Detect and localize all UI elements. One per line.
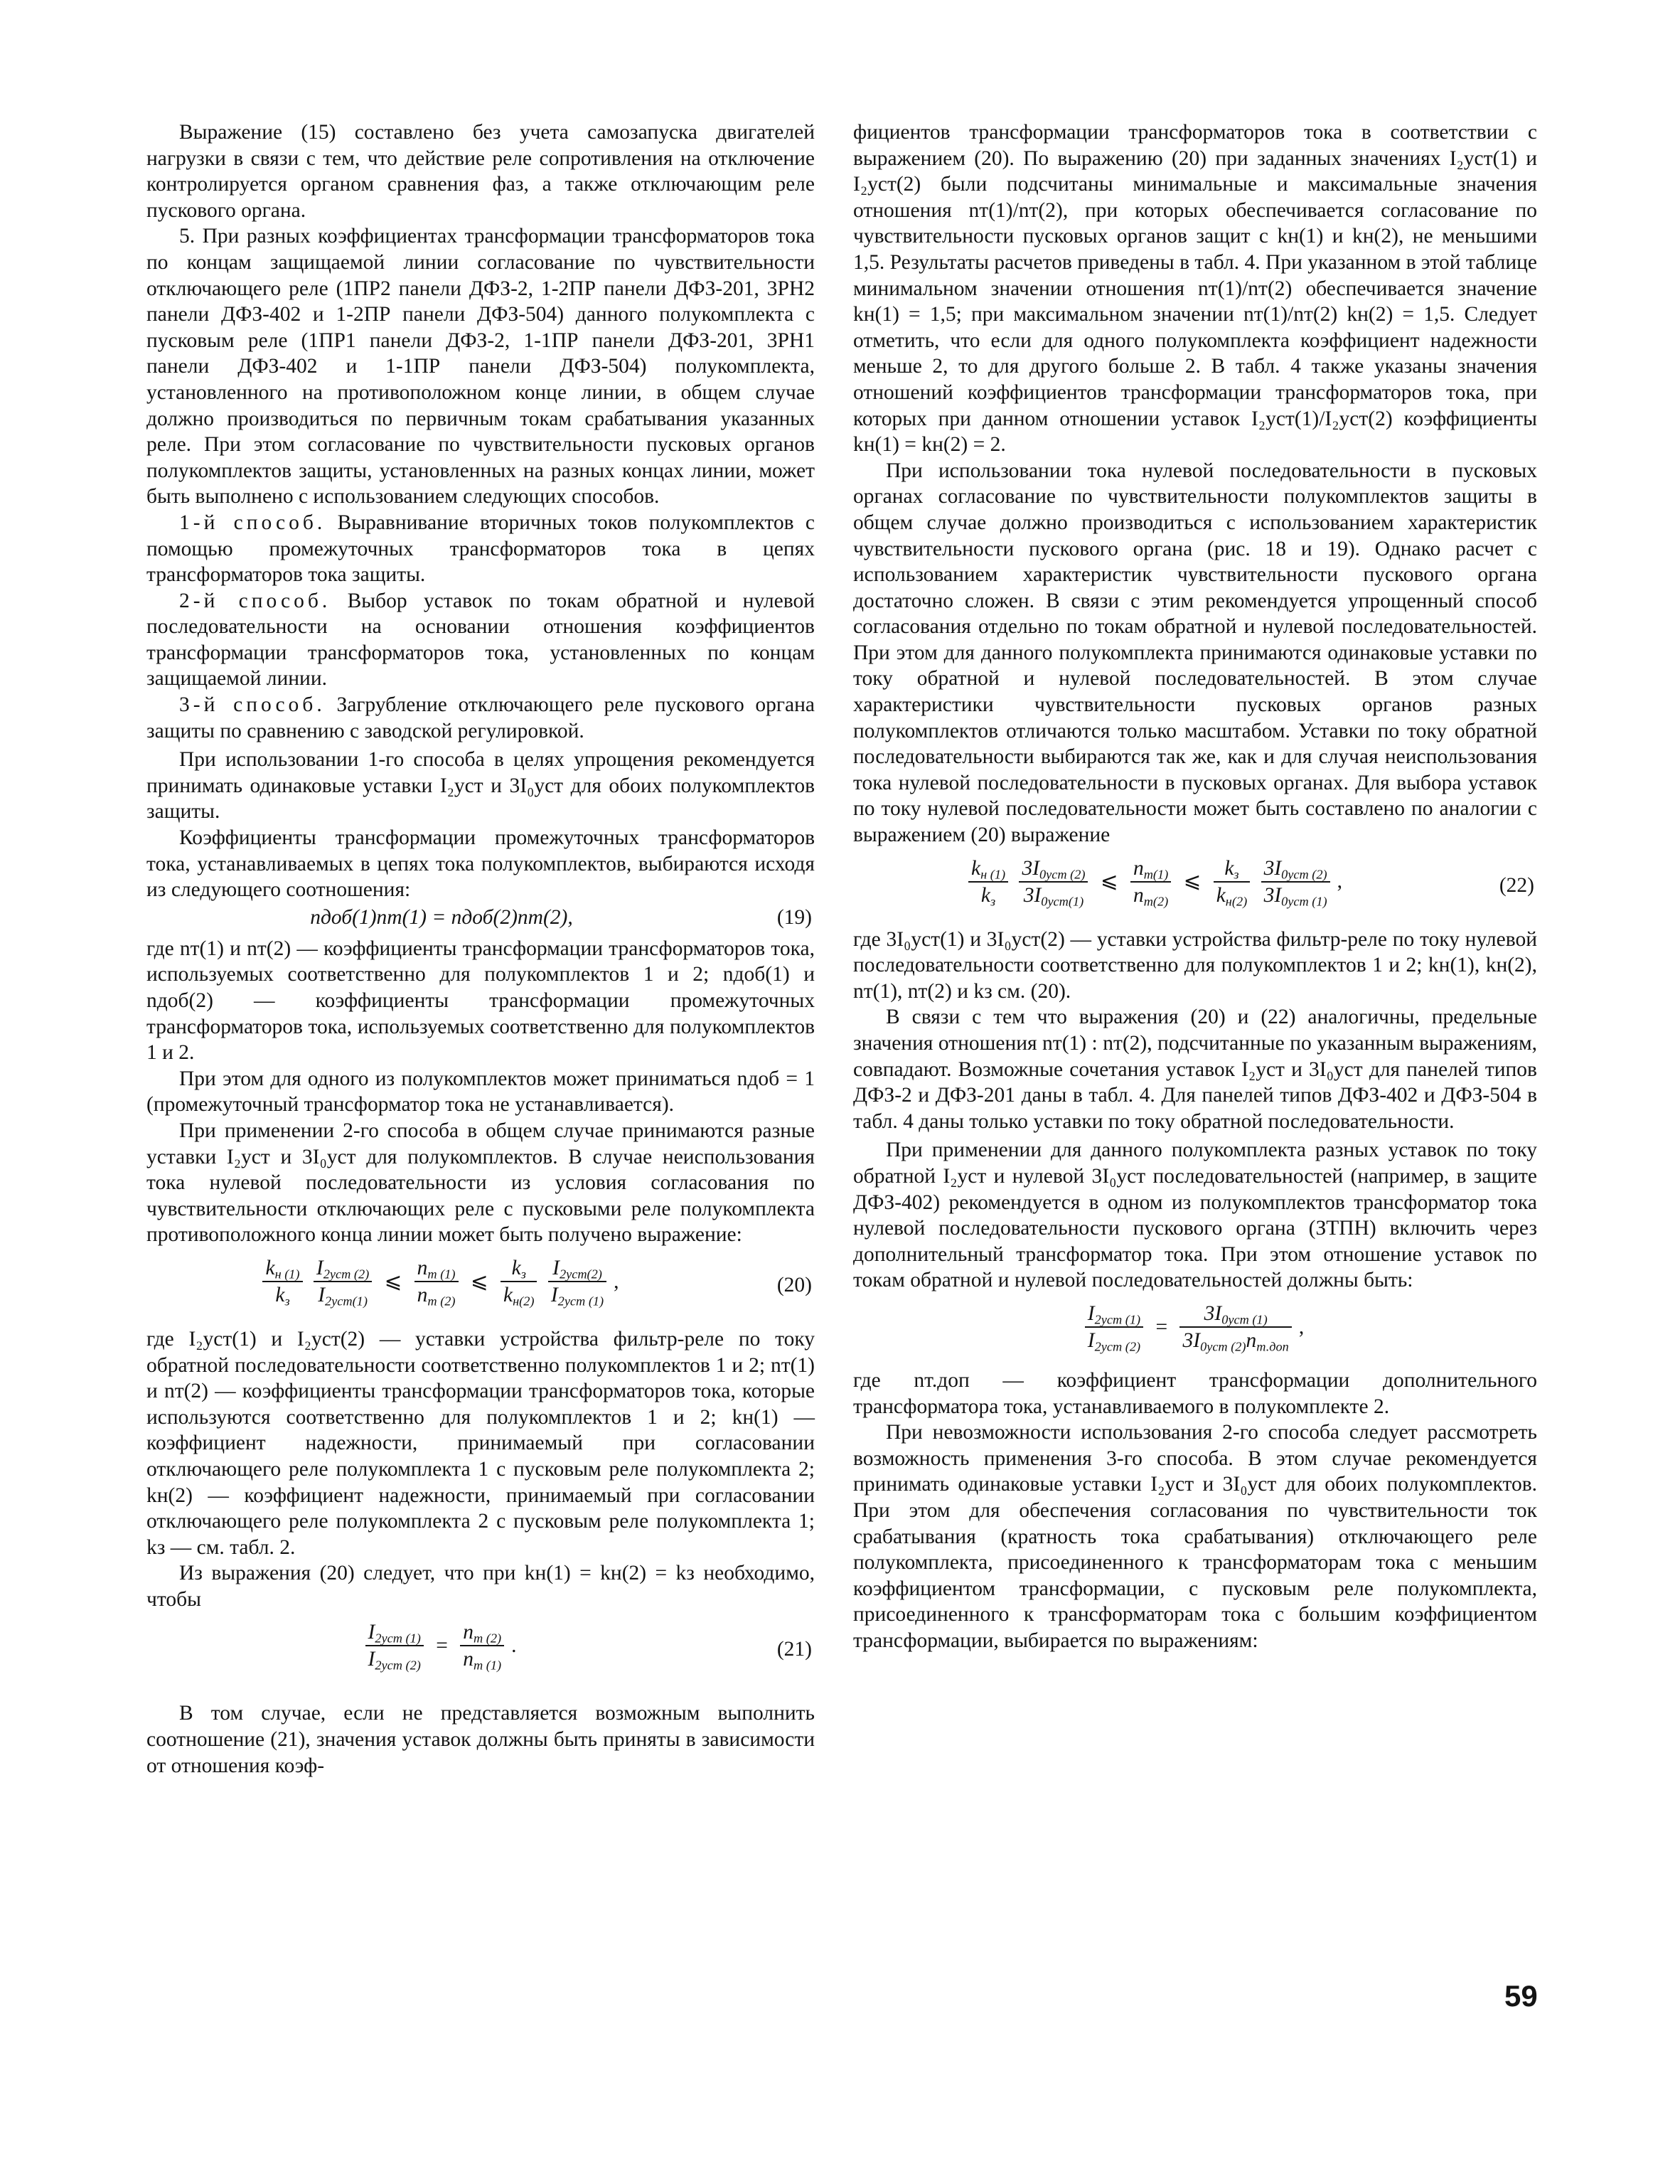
method-text: Выбор уставок по токам обратной и нулевой последовательности на основании отношения коэффициентов трансформации трансформаторов тока, установленных по концам защищаемой линии. bbox=[146, 589, 815, 691]
equation-body: $\frac{k_{н (1)}}{k_з}$ $\frac{I_{2уст (2)}}{I_{2уст(1)}}$ ⩽ $\frac{n_{т (1)}}{n_{т (2)}}$ ⩽ $\frac{k_з}{k_{н(2)}}$ $\frac{I_{2уст(2)}}{I_{2уст (1)}}$ , bbox=[146, 1255, 737, 1308]
equation-20 bbox=[146, 1255, 815, 1321]
paragraph: При применении для данного полукомплекта разных уставок по току обратной I₂уст и нулевой 3I₀уст последовательностей (например, в защите ДФЗ-402) рекомендуется в одном из полукомплектов трансформатор тока нулевой последовательности пускового органа (ЗТПН) включить через дополнительный трансформатор тока. При этом отношение уставок по токам обратной и нулевой последовательностей должны быть: bbox=[853, 1139, 1537, 1292]
equation-number: (22) bbox=[1499, 873, 1534, 897]
method-3 bbox=[146, 692, 815, 744]
page-number: 59 bbox=[1504, 1979, 1538, 2013]
equation-22 bbox=[853, 856, 1537, 921]
equation-body: $\frac{I_{2уст (1)}}{I_{2уст (2)}}$ = $\frac{3I_{0уст (1)}}{3I_{0уст (2)}n_{т.доп}}$ , bbox=[853, 1301, 1537, 1353]
equation-19 bbox=[146, 905, 815, 933]
method-2 bbox=[146, 588, 815, 692]
paragraph: 5. При разных коэффициентах трансформации трансформаторов тока по концам защищаемой линии согласование по чувствительности отключающего реле (1ПР2 панели ДФЗ-2, 1-2ПР панели ДФЗ-201, 3РН2 панели ДФЗ-402 и 1-2ПР панели ДФЗ-504) данного полукомплекта с пусковым реле (1ПР1 панели ДФЗ-2, 1-1ПР панели ДФЗ-201, 3РН1 панели ДФЗ-402 и 1-1ПР панели ДФЗ-504) полукомплекта, установленного на противоположном конце линии, в общем случае должно производиться по первичным токам срабатывания указанных реле. При этом согласование по чувствительности пусковых органов полукомплектов защиты, установленных на разных концах линии, может быть выполнено с использованием следующих способов. bbox=[146, 225, 815, 508]
equation-body: nдоб(1)nт(1) = nдоб(2)nт(2), bbox=[310, 905, 573, 929]
paragraph: При применении 2-го способа в общем случае принимаются разные уставки I₂уст и 3I₀уст для полукомплектов. В случае неиспользования тока нулевой последовательности из условия согласования по чувствительности отключающих реле с пусковыми реле полукомплекта противоположного конца линии может быть получено выражение: bbox=[146, 1119, 815, 1247]
method-label: 3-й способ. bbox=[179, 693, 326, 717]
equation-number: (20) bbox=[776, 1273, 812, 1296]
method-label: 2-й способ. bbox=[179, 589, 331, 612]
paragraph: Коэффициенты трансформации промежуточных трансформаторов тока, устанавливаемых в цепях тока полукомплектов, выбираются исходя из следующего соотношения: bbox=[146, 826, 815, 902]
equation-body: $\frac{I_{2уст (1)}}{I_{2уст (2)}}$ = $\frac{n_{т (2)}}{n_{т (1)}}$ . bbox=[146, 1619, 737, 1672]
equation-number: (21) bbox=[776, 1638, 812, 1661]
method-text: Загрубление отключающего реле пускового органа защиты по сравнению с заводской регулировкой. bbox=[146, 693, 815, 742]
paragraph: В том случае, если не представляется возможным выполнить соотношение (21), значения уставок должны быть приняты в зависимости от отношения коэф- bbox=[146, 1702, 815, 1777]
method-text: Выравнивание вторичных токов полукомплектов с помощью промежуточных трансформаторов тока в цепях трансформаторов тока защиты. bbox=[146, 511, 815, 587]
method-label: 1-й способ. bbox=[179, 511, 326, 534]
paragraph: где I₂уст(1) и I₂уст(2) — уставки устройства фильтр-реле по току обратной последовательности соответственно полукомплектов 1 и 2; nт(1) и nт(2) — коэффициенты трансформации трансформаторов тока, которые используются соответственно для полукомплектов 1 и 2; kн(1) — коэффициент надежности, принимаемый при согласовании отключающего реле полукомплекта 1 с пусковым реле полукомплекта 2; kн(2) — коэффициент надежности, принимаемый при согласовании отключающего реле полукомплекта 2 с пусковым реле полукомплекта 1; kз — см. табл. 2. bbox=[146, 1327, 815, 1559]
paragraph: В связи с тем что выражения (20) и (22) аналогичны, предельные значения отношения nт(1) : nт(2), подсчитанные по указанным выражениям, совпадают. Возможные сочетания уставок I₂уст и 3I₀уст для панелей типов ДФЗ-2 и ДФЗ-201 даны в табл. 4. Для панелей типов ДФЗ-402 и ДФЗ-504 в табл. 4 даны только уставки по току обратной последовательности. bbox=[853, 1006, 1537, 1133]
equation-body: $\frac{k_{н (1)}}{k_з}$ $\frac{3I_{0уст (2)}}{3I_{0уст(1)}}$ ⩽ $\frac{n_{т(1)}}{n_{т(2)}}$ ⩽ $\frac{k_з}{k_{н(2)}}$ $\frac{3I_{0уст (2)}}{3I_{0уст (1)}}$ , bbox=[853, 856, 1459, 908]
paragraph: где nт.доп — коэффициент трансформации дополнительного трансформатора тока, устанавливаемого в полукомплекте 2. bbox=[853, 1368, 1537, 1418]
paragraph: где 3I₀уст(1) и 3I₀уст(2) — уставки устройства фильтр-реле по току нулевой последовательности соответственно для полукомплектов 1 и 2; kн(1), kн(2), nт(1), nт(2) и kз см. (20). bbox=[853, 927, 1537, 1003]
paragraph: где nт(1) и nт(2) — коэффициенты трансформации трансформаторов тока, используемых соответственно для полукомплектов 1 и 2; nдоб(1) и nдоб(2) — коэффициенты трансформации промежуточных трансформаторов тока, используемых соответственно для полукомплектов 1 и 2. bbox=[146, 937, 815, 1065]
paragraph: При использовании тока нулевой последовательности в пусковых органах согласование по чувствительности полукомплектов защиты в общем случае должно производиться с использованием характеристик чувствительности пускового органа (рис. 18 и 19). Однако расчет с использованием характеристик чувствительности пускового органа достаточно сложен. В связи с этим рекомендуется упрощенный способ согласования отдельно по токам обратной и нулевой последовательностей. При этом для данного полукомплекта принимаются одинаковые уставки по току обратной и нулевой последовательностей. В этом случае характеристики чувствительности пусковых органов разных полукомплектов отличаются только масштабом. Уставки по току обратной последовательности выбираются так же, как и для случая неиспользования тока нулевой последовательности в пусковых органах. Для выбора уставок по току нулевой последовательности может быть составлено по аналогии с выражением (20) выражение bbox=[853, 459, 1537, 847]
equation-number: (19) bbox=[776, 905, 812, 929]
paragraph: Из выражения (20) следует, что при kн(1) = kн(2) = kз необходимо, чтобы bbox=[146, 1562, 815, 1611]
equation-unnumbered bbox=[853, 1301, 1537, 1360]
equation-21 bbox=[146, 1619, 815, 1679]
left-column bbox=[146, 119, 815, 1779]
paragraph: Выражение (15) составлено без учета самозапуска двигателей нагрузки в связи с тем, что действие реле сопротивления на отключение контролируется органом сравнения фаз, а также отключающим реле пускового органа. bbox=[146, 121, 815, 222]
paragraph: При использовании 1-го способа в целях упрощения рекомендуется принимать одинаковые уставки I₂уст и 3I₀уст для обоих полукомплектов защиты. bbox=[146, 748, 815, 824]
paragraph: При этом для одного из полукомплектов может приниматься nдоб = 1 (промежуточный трансформатор тока не устанавливается). bbox=[146, 1067, 815, 1117]
method-1 bbox=[146, 510, 815, 588]
right-column bbox=[853, 119, 1537, 1653]
paragraph: фициентов трансформации трансформаторов тока в соответствии с выражением (20). По выражению (20) при заданных значениях I₂уст(1) и I₂уст(2) были подсчитаны минимальные и максимальные значения отношения nт(1)/nт(2), при которых обеспечивается согласование по чувствительности пусковых органов защит с kн(1) и kн(2), не меньшими 1,5. Результаты расчетов приведены в табл. 4. При указанном в этой таблице минимальном значении отношения nт(1)/nт(2) обеспечивается значение kн(1) = 1,5; при максимальном значении nт(1)/nт(2) kн(2) = 1,5. Следует отметить, что если для одного полукомплекта коэффициент надежности меньше 2, то для другого больше 2. В табл. 4 также указаны значения отношений коэффициентов трансформации трансформаторов тока, при которых при данном отношении уставок I₂уст(1)/I₂уст(2) коэффициенты kн(1) = kн(2) = 2. bbox=[853, 121, 1537, 457]
paragraph: При невозможности использования 2-го способа следует рассмотреть возможность применения 3-го способа. В этом случае рекомендуется принимать одинаковые уставки I₂уст и 3I₀уст для обоих полукомплектов. При этом для обеспечения согласования по чувствительности ток срабатывания (кратность тока срабатывания) отключающего реле полукомплекта, присоединенного к трансформаторам тока с меньшим коэффициентом трансформации, с пусковым реле полукомплекта, присоединенного к трансформаторам тока с большим коэффициентом трансформации, выбирается по выражениям: bbox=[853, 1421, 1537, 1652]
